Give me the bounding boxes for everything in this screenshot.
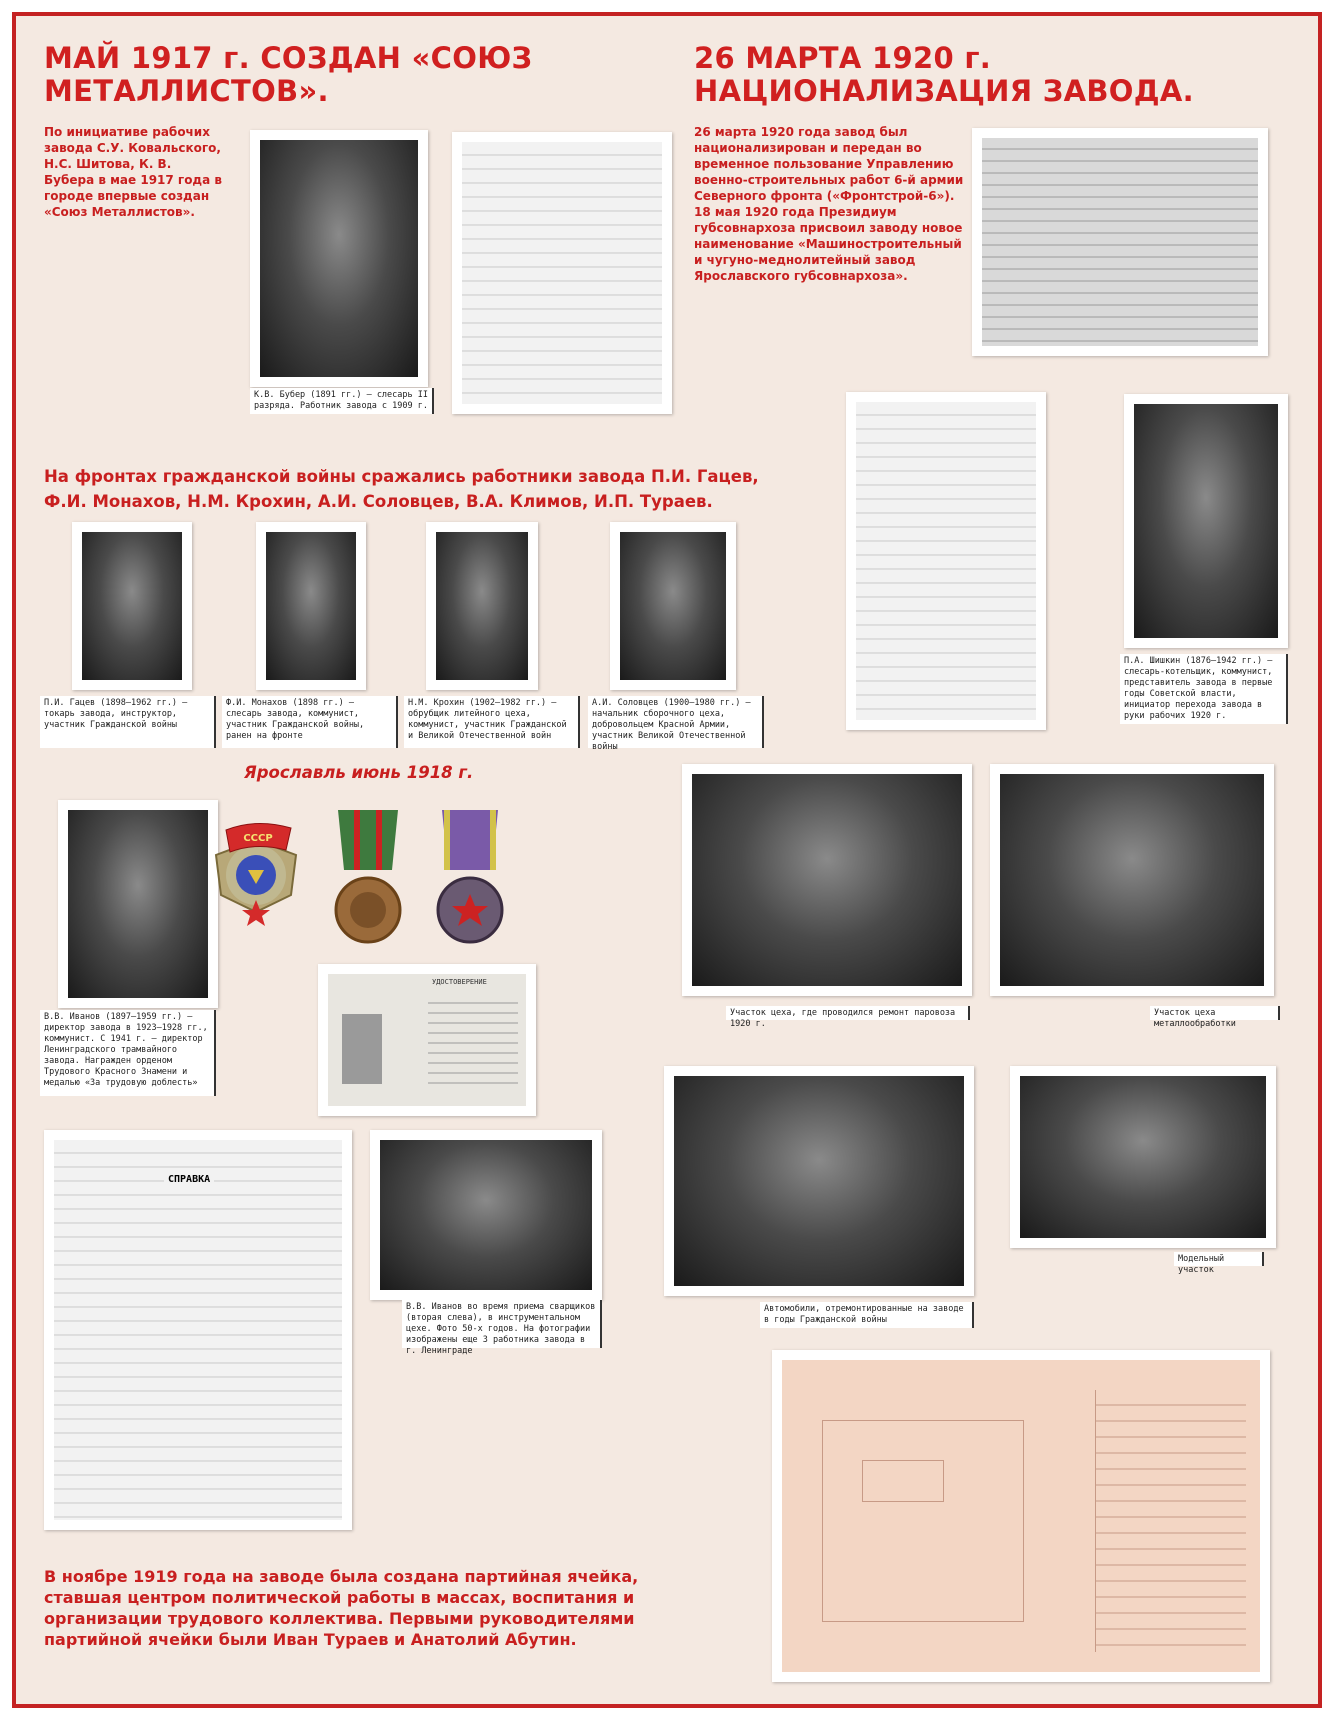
spravka-title: СПРАВКА: [164, 1174, 214, 1185]
spravka-document: [44, 1130, 352, 1530]
krokhin-caption: Н.М. Крохин (1902–1982 гг.) – обрубщик литейного цеха, коммунист, участник Гражданской и Великой Отечественной войн: [404, 696, 580, 748]
repaired-cars-photo: [664, 1066, 974, 1296]
order-text: СССР: [243, 833, 273, 844]
ivanov-team-photo: [370, 1130, 602, 1300]
right-intro-text: 26 марта 1920 года завод был национализирован и передан во временное пользование Управлению военно-строительных работ 6-й армии Северного фронта («Фронтстрой-6»). 18 мая 1920 года Президиум губсовнархоза присвоил заводу новое наименование «Машиностроительный и чугуно-меднолитейный завод Ярославского губсовнархоза».: [694, 125, 964, 283]
right-title: 26 МАРТА 1920 г. НАЦИОНАЛИЗАЦИЯ ЗАВОДА.: [694, 41, 1194, 108]
certificate-title: УДОСТОВЕРЕНИЕ: [432, 978, 487, 986]
factory-plan-document: [772, 1350, 1270, 1682]
left-intro-text: По инициативе рабочих завода С.У. Ковальского, Н.С. Шитова, К. В. Бубера в мае 1917 года в городе впервые создан «Союз Металлистов».: [44, 125, 222, 219]
krokhin-portrait: [426, 522, 538, 690]
model-shop-photo: [1010, 1066, 1276, 1248]
membership-document: [452, 132, 672, 414]
order-red-banner-icon: [206, 800, 306, 930]
gatsev-portrait: [72, 522, 192, 690]
medal-certificate: [318, 964, 536, 1116]
bubber-caption: К.В. Бубер (1891 гг.) – слесарь II разряда. Работник завода с 1909 г.: [250, 388, 434, 414]
machine-shop-caption: Участок цеха металлообработки: [1150, 1006, 1280, 1020]
ivanov-portrait: [58, 800, 218, 1008]
civil-war-heading: На фронтах гражданской войны сражались работники завода П.И. Гацев, Ф.И. Монахов, Н.М. Крохин, А.И. Соловцев, В.А. Климов, И.П. Тураев.: [44, 467, 759, 511]
solovtsev-caption: А.И. Соловцев (1900–1980 гг.) – начальник сборочного цеха, добровольцем Красной Армии, участник Великой Отечественной войны: [588, 696, 764, 748]
model-shop-caption: Модельный участок: [1174, 1252, 1264, 1266]
labor-distinction-medal-icon: [432, 806, 508, 954]
repair-shop-photo: [682, 764, 972, 996]
bubber-portrait: [250, 130, 428, 387]
left-title: МАЙ 1917 г. СОЗДАН «СОЮЗ МЕТАЛЛИСТОВ».: [44, 41, 533, 108]
ivanov-caption: В.В. Иванов (1897–1959 гг.) – директор завода в 1923–1928 гг., коммунист. С 1941 г. – директор Ленинградского трамвайного завода. Награжден орденом Трудового Красного Знамени и медалью «За трудовую доблесть»: [40, 1010, 216, 1096]
questionnaire-document: [846, 392, 1046, 730]
monakhov-caption: Ф.И. Монахов (1898 гг.) – слесарь завода, коммунист, участник Гражданской войны, ранен на фронте: [222, 696, 398, 748]
shishkin-portrait: [1124, 394, 1288, 648]
labor-valor-medal-icon: [330, 806, 406, 954]
solovtsev-portrait: [610, 522, 736, 690]
repair-shop-caption: Участок цеха, где проводился ремонт паровоза 1920 г.: [726, 1006, 970, 1020]
monakhov-portrait: [256, 522, 366, 690]
party-cell-text: В ноябре 1919 года на заводе была создана партийная ячейка, ставшая центром политической работы в массах, воспитания и организации трудового коллектива. Первыми руководителями партийной ячейки были Иван Тураев и Анатолий Абутин.: [44, 1567, 639, 1649]
machine-shop-photo: [990, 764, 1274, 996]
repaired-cars-caption: Автомобили, отремонтированные на заводе в годы Гражданской войны: [760, 1302, 974, 1328]
gatsev-caption: П.И. Гацев (1898–1962 гг.) – токарь завода, инструктор, участник Гражданской войны: [40, 696, 216, 748]
nationalization-document: [972, 128, 1268, 356]
ivanov-team-caption: В.В. Иванов во время приема сварщиков (вторая слева), в инструментальном цехе. Фото 50-х годов. На фотографии изображены еще 3 работника завода в г. Ленинграде: [402, 1300, 602, 1348]
shishkin-caption: П.А. Шишкин (1876–1942 гг.) – слесарь-котельщик, коммунист, представитель завода в первые годы Советской власти, инициатор перехода завода в руки рабочих 1920 г.: [1120, 654, 1288, 724]
yaroslavl-heading: Ярославль июнь 1918 г.: [244, 763, 474, 782]
